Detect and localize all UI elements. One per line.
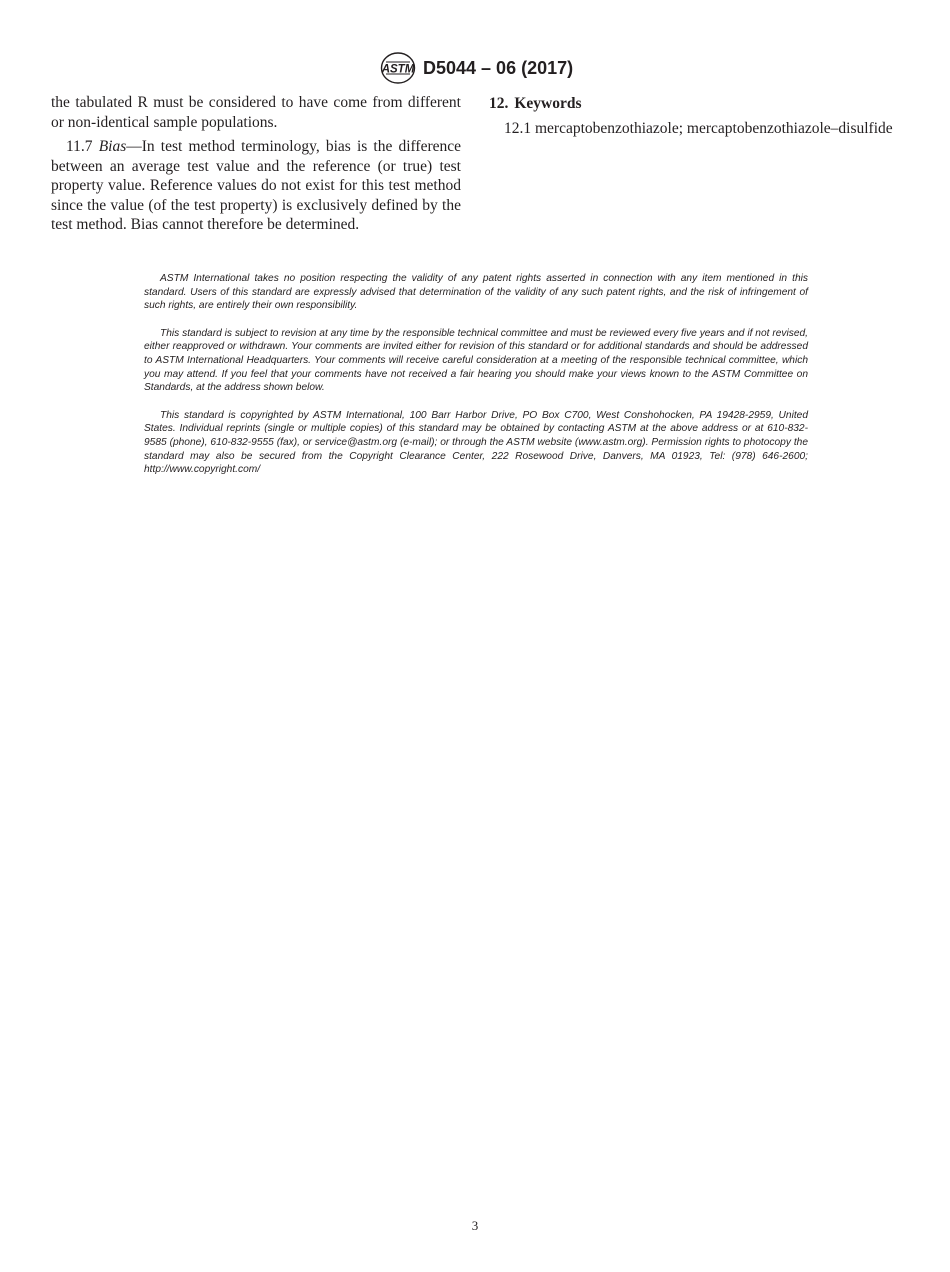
term-bias: Bias <box>98 138 127 155</box>
left-column <box>51 93 461 235</box>
bias-text: —In test method terminology, bias is the difference between an average test value and the reference (or true) test property value. Reference values do not exist for this test method since the value (of the test property) is exclusively defined by the test method. Bias cannot therefore be determined. <box>51 138 462 233</box>
page-header <box>0 50 950 90</box>
astm-logo-text: ASTM <box>381 63 415 76</box>
section-title: Keywords <box>514 95 582 112</box>
copyright-notice: This standard is copyrighted by ASTM International, 100 Barr Harbor Drive, PO Box C700, West Conshohocken, PA 19428-2959, United States. Individual reprints (single or multiple copies) of this standard may be obtained by contacting ASTM at the above address or at 610-832-9585 (phone), 610-832-9555 (fax), or service@astm.org (e-mail); or through the ASTM website (www.astm.org). Permission rights to photocopy the standard may also be secured from the Copyright Clearance Center, 222 Rosewood Drive, Danvers, MA 01923, Tel: (978) 646-2600; http://www.copyright.com/ <box>144 409 808 476</box>
patent-notice: ASTM International takes no position respecting the validity of any patent rights asserted in connection with any item mentioned in this standard. Users of this standard are expressly advised that determination of the validity of any such patent rights, and the risk of infringement of such rights, are entirely their own responsibility. <box>144 273 808 312</box>
legal-notices <box>144 272 808 491</box>
standard-designation: D5044 – 06 (2017) <box>423 58 574 78</box>
section-heading-keywords <box>489 94 900 114</box>
paragraph-bias <box>51 137 461 235</box>
paragraph-continuation: the tabulated R must be considered to have come from different or non-identical sample populations. <box>51 94 461 131</box>
revision-notice: This standard is subject to revision at any time by the responsible technical committee and must be reviewed every five years and if not revised, either reapproved or withdrawn. Your comments are invited either for revision of this standard or for additional standards and should be addressed to ASTM International Headquarters. Your comments will receive careful consideration at a meeting of the responsible technical committee, which you may attend. If you feel that your comments have not received a fair hearing you should make your views known to the ASTM Committee on Standards, at the address shown below. <box>144 327 808 394</box>
right-column <box>489 93 900 138</box>
section-number: 12. <box>489 95 509 112</box>
keywords-paragraph: 12.1 mercaptobenzothiazole; mercaptobenzothiazole–disulfide <box>504 119 893 137</box>
page-number: 3 <box>471 1218 479 1233</box>
astm-logo <box>380 52 416 84</box>
paragraph-number: 11.7 <box>66 138 93 155</box>
